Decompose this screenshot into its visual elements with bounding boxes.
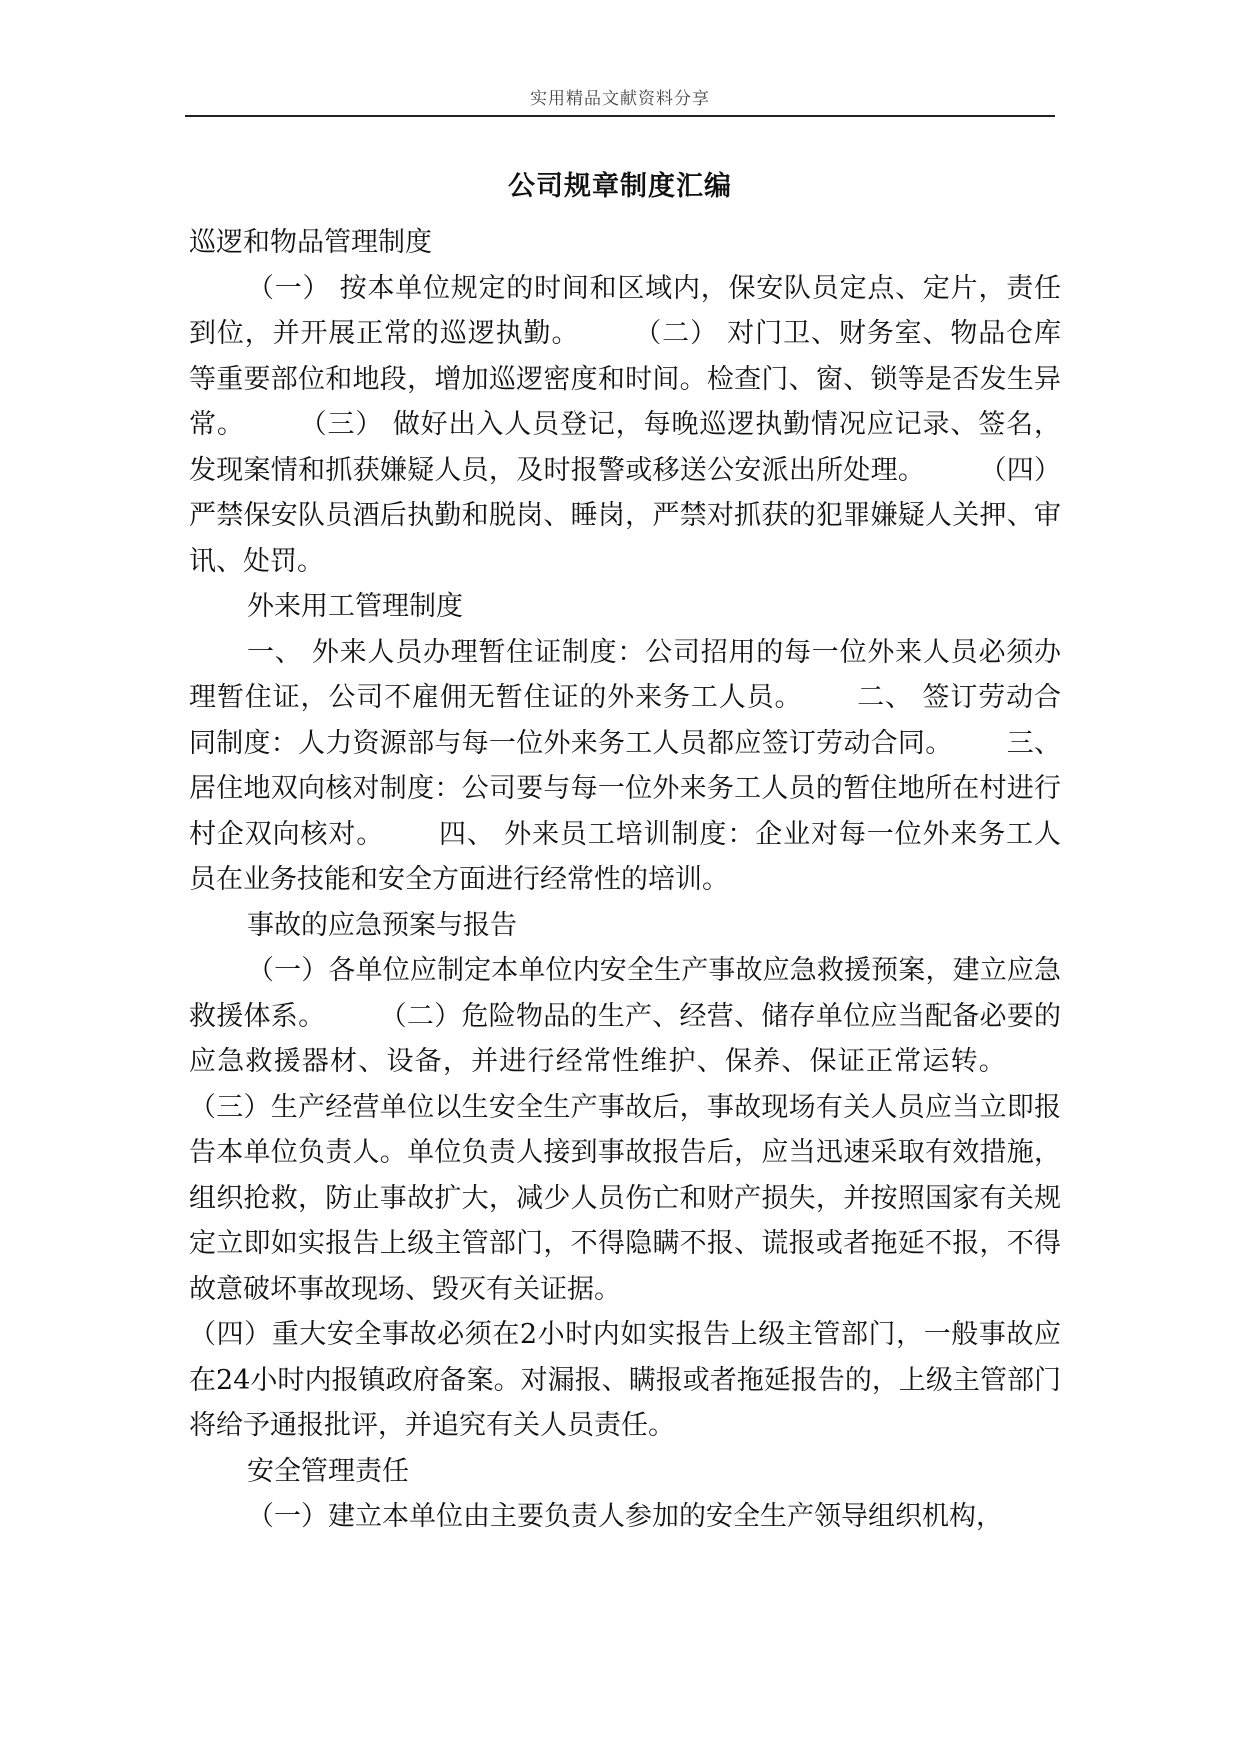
list-item: （一）各单位应制定本单位内安全生产事故应急救援预案，建立应急救援体系。: [189, 955, 1061, 1032]
section-heading: 安全管理责任: [247, 1455, 409, 1487]
header-divider: [185, 115, 1055, 117]
list-item: （二）危险物品的生产、经营、储存单位应当配备必要的应急救援器材、设备，并进行经常性维护、保养、保证正常运转。: [189, 1000, 1062, 1077]
list-item: （四） 严禁保安队员酒后执勤和脱岗、睡岗，严禁对抓获的犯罪嫌疑人关押、审讯、处罚。: [189, 454, 1062, 577]
section-paragraph: [189, 630, 1061, 903]
list-item: 四、 外来员工培训制度：企业对每一位外来务工人员在业务技能和安全方面进行经常性的培训。: [189, 818, 1061, 895]
section-paragraph: [189, 948, 1061, 1312]
section-heading: 事故的应急预案与报告: [247, 909, 517, 941]
section-paragraph: [189, 1312, 1061, 1449]
document-title: 公司规章制度汇编: [508, 171, 732, 202]
list-item: （三） 做好出入人员登记，每晚巡逻执勤情况应记录、签名，发现案情和抓获嫌疑人员，及时报警或移送公安派出所处理。: [189, 409, 1061, 486]
section-paragraph: [189, 266, 1061, 585]
list-item: （一） 按本单位规定的时间和区域内，保安队员定点、定片，责任到位，并开展正常的巡逻执勤。: [189, 272, 1061, 349]
section-heading: 外来用工管理制度: [247, 591, 463, 622]
section-heading: 巡逻和物品管理制度: [189, 227, 432, 258]
list-item: （二） 对门卫、财务室、物品仓库等重要部位和地段，增加巡逻密度和时间。检查门、窗、锁等是否发生异常。: [189, 318, 1061, 440]
list-item: 一、 外来人员办理暂住证制度：公司招用的每一位外来人员必须办理暂住证，公司不雇佣无暂住证的外来务工人员。: [189, 636, 1061, 713]
page-header: 实用精品文献资料分享: [530, 89, 710, 109]
list-item: （一）建立本单位由主要负责人参加的安全生产领导组织机构，: [247, 1501, 1003, 1532]
list-item: 三、 居住地双向核对制度：公司要与每一位外来务工人员的暂住地所在村进行村企双向核对。: [189, 727, 1062, 850]
list-item: 二、 签订劳动合同制度：人力资源部与每一位外来务工人员都应签订劳动合同。: [189, 682, 1061, 759]
section-paragraph: [189, 1494, 1061, 1540]
document-body: [189, 220, 1061, 1540]
list-item: （四）重大安全事故必须在2小时内如实报告上级主管部门，一般事故应在24小时内报镇政府备案。对漏报、瞒报或者拖延报告的，上级主管部门将给予通报批评，并追究有关人员责任。: [189, 1319, 1061, 1441]
list-item: （三）生产经营单位以生安全生产事故后，事故现场有关人员应当立即报告本单位负责人。单位负责人接到事故报告后，应当迅速采取有效措施，组织抢救，防止事故扩大，减少人员伤亡和财产损失，并按照国家有关规定立即如实报告上级主管部门，不得隐瞒不报、谎报或者拖延不报，不得故意破坏事故现场、毁灭有关证据。: [189, 1091, 1061, 1305]
